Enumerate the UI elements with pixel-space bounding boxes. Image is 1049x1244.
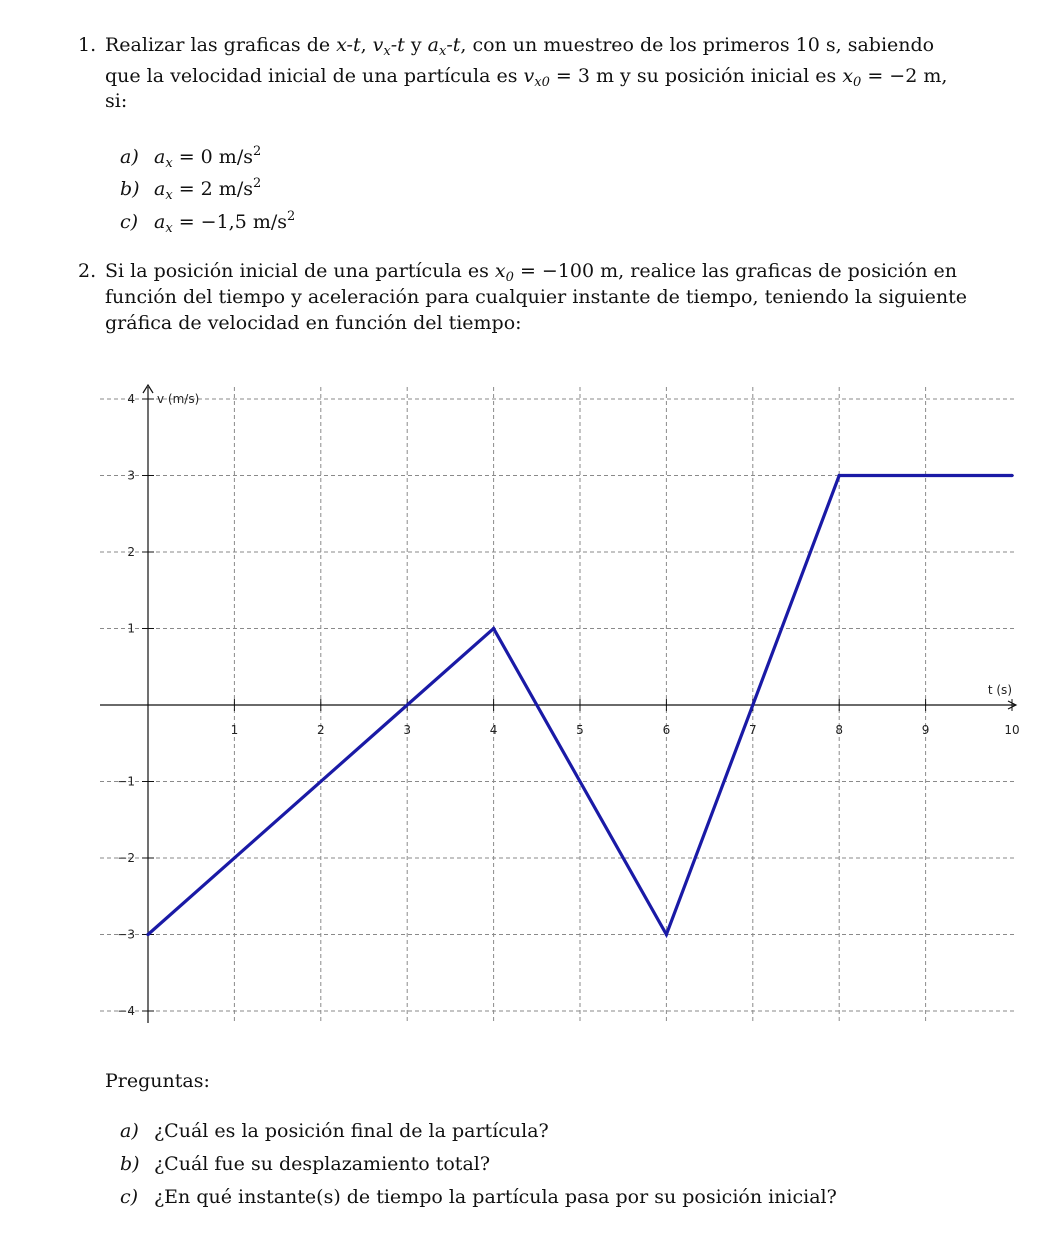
problem-1-item-b: b) $a_x = 2$ $m/s^2$ xyxy=(120,176,262,203)
velocity-data-point xyxy=(492,627,495,630)
y-tick-label: −3 xyxy=(117,927,135,942)
x-tick-label: 5 xyxy=(576,723,584,737)
velocity-data-point xyxy=(146,933,149,936)
questions-title: Preguntas: xyxy=(105,1070,210,1092)
velocity-data-point xyxy=(838,474,841,477)
y-tick-label: −4 xyxy=(117,1004,135,1018)
x-tick-label: 6 xyxy=(662,723,671,737)
y-tick-label: 3 xyxy=(127,468,135,483)
problem-1-item-a: a) $a_x = 0$ $m/s^2$ xyxy=(120,144,262,171)
problem-2-line-1: Si la posición inicial de una partícula es $x_0 = -100$ m, realice las graficas de posición en xyxy=(105,260,957,285)
x-axis-label: t (s) xyxy=(987,683,1012,697)
x-tick-label: 9 xyxy=(921,723,930,737)
problem-1-line-3: si: xyxy=(105,90,128,112)
question-b: b) ¿Cuál fue su desplazamiento total? xyxy=(120,1153,491,1175)
x-tick-label: 4 xyxy=(489,723,498,737)
y-tick-label: 1 xyxy=(127,621,135,636)
y-tick-label: 2 xyxy=(127,545,135,559)
problem-2-number: 2. xyxy=(78,260,97,282)
problem-1-item-c: c) $a_x = -1,5$ $m/s^2$ xyxy=(120,209,296,236)
x-tick-label: 3 xyxy=(403,723,412,737)
velocity-data-point xyxy=(1010,474,1013,477)
x-tick-label: 2 xyxy=(316,723,325,737)
velocity-time-chart xyxy=(0,380,1049,1040)
problem-2-line-2: función del tiempo y aceleración para cualquier instante de tiempo, teniendo la siguiente xyxy=(105,286,967,308)
question-a: a) ¿Cuál es la posición final de la partícula? xyxy=(120,1120,549,1142)
problem-1-line-1: Realizar las graficas de x-t, $v_x-t$ y $a_x-t$, con un muestreo de los primeros 10 s, sabiendo xyxy=(105,34,935,59)
x-tick-label: 8 xyxy=(835,723,844,737)
question-c: c) ¿En qué instante(s) de tiempo la partícula pasa por su posición inicial? xyxy=(120,1186,837,1208)
y-tick-label: 4 xyxy=(127,392,135,406)
x-tick-label: 7 xyxy=(748,723,757,737)
x-tick-label: 10 xyxy=(1004,723,1020,737)
problem-1-number: 1. xyxy=(78,34,97,56)
problem-2-line-3: gráfica de velocidad en función del tiempo: xyxy=(105,312,522,334)
velocity-data-point xyxy=(665,933,668,936)
y-tick-label: −2 xyxy=(117,851,135,865)
y-tick-label: −1 xyxy=(117,774,135,789)
y-axis-label: v (m/s) xyxy=(157,392,200,406)
x-tick-label: 1 xyxy=(230,723,239,737)
problem-1-line-2: que la velocidad inicial de una partícula es $v_{x0} = 3$ m y su posición inicial es $x_0 = -2$ m, xyxy=(105,65,948,90)
